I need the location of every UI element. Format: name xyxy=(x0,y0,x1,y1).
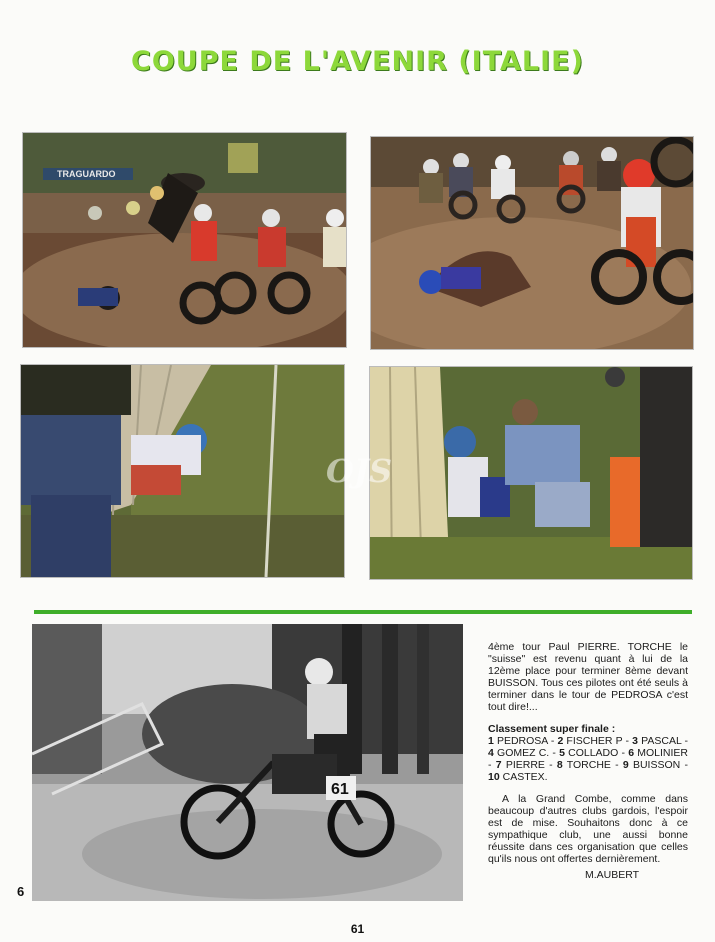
standing-entry xyxy=(557,759,611,771)
standing-name: COLLADO xyxy=(564,747,619,759)
traguardo-banner: TRAGUARDO xyxy=(57,169,116,179)
page-title: COUPE DE L'AVENIR (ITALIE) xyxy=(131,46,584,77)
standings-block xyxy=(488,723,688,783)
standing-entry xyxy=(496,759,545,771)
standing-name: TORCHE xyxy=(562,759,611,771)
photo-marshals-helping-rider xyxy=(369,366,693,580)
standing-entry xyxy=(488,735,548,747)
author-signature: M.AUBERT xyxy=(585,869,640,881)
standing-name: CASTEX. xyxy=(499,771,548,783)
standing-entry xyxy=(488,747,549,759)
article-paragraph-2: A la Grand Combe, comme dans beaucoup d'autres clubs gardois, l'espoir est de mise. Souhaitons donc à ce sympathique club, une aussi bonne réussite dans ces organisation que celles qu'ils nous ont offertes dernièrement. xyxy=(488,793,688,865)
standing-name: BUISSON xyxy=(628,759,681,771)
race-number-61: 61 xyxy=(331,781,349,798)
standing-entry xyxy=(559,747,618,759)
standing-name: PIERRE xyxy=(501,759,545,771)
standing-position: 7 xyxy=(495,759,502,771)
standings-heading: Classement super finale : xyxy=(488,723,616,735)
standing-position: 10 xyxy=(488,771,500,783)
photo-rider-crash-at-fence xyxy=(20,364,345,578)
standing-position: 9 xyxy=(622,759,629,771)
standing-name: FISCHER P xyxy=(563,735,623,747)
standing-name: MOLINIER xyxy=(634,747,688,759)
standing-position: 2 xyxy=(557,735,564,747)
standing-name: PASCAL xyxy=(638,735,682,747)
photo-rider-fallen-on-track xyxy=(370,136,694,350)
page-number: 61 xyxy=(350,922,365,936)
photo-bw-rider-number-61 xyxy=(32,624,463,901)
standing-entry xyxy=(623,759,680,771)
article-column xyxy=(488,641,688,875)
standing-entry xyxy=(488,771,548,783)
margin-number: 6 xyxy=(17,884,25,899)
section-divider xyxy=(34,610,692,614)
standing-entry xyxy=(632,735,681,747)
standing-name: GOMEZ C. xyxy=(493,747,550,759)
standing-position: 8 xyxy=(556,759,563,771)
standing-position: 1 xyxy=(488,735,494,747)
watermark-logo: OJS xyxy=(325,452,393,490)
article-paragraph-1: 4ème tour Paul PIERRE. TORCHE le "suisse" est revenu quant à lui de la 12ème place pour terminer 8ème devant BUISSON. Tous ces pilotes ont été seuls à terminer dans le tour de PEDROSA c'est tout dire!... xyxy=(488,641,688,713)
standing-position: 6 xyxy=(628,747,635,759)
standing-position: 3 xyxy=(632,735,639,747)
standings-list: 1 PEDROSA - 2 FISCHER P - 3 PASCAL - 4 GOMEZ C. - 5 COLLADO - 6 MOLINIER - 7 PIERRE - 8 TORCHE - 9 BUISSON - 10 CASTEX. xyxy=(488,735,689,783)
standing-name: PEDROSA xyxy=(493,735,548,747)
standing-entry xyxy=(628,747,688,759)
standing-position: 4 xyxy=(488,747,494,759)
photo-race-start-crash xyxy=(22,132,347,348)
standing-position: 5 xyxy=(559,747,565,759)
standing-entry xyxy=(557,735,622,747)
